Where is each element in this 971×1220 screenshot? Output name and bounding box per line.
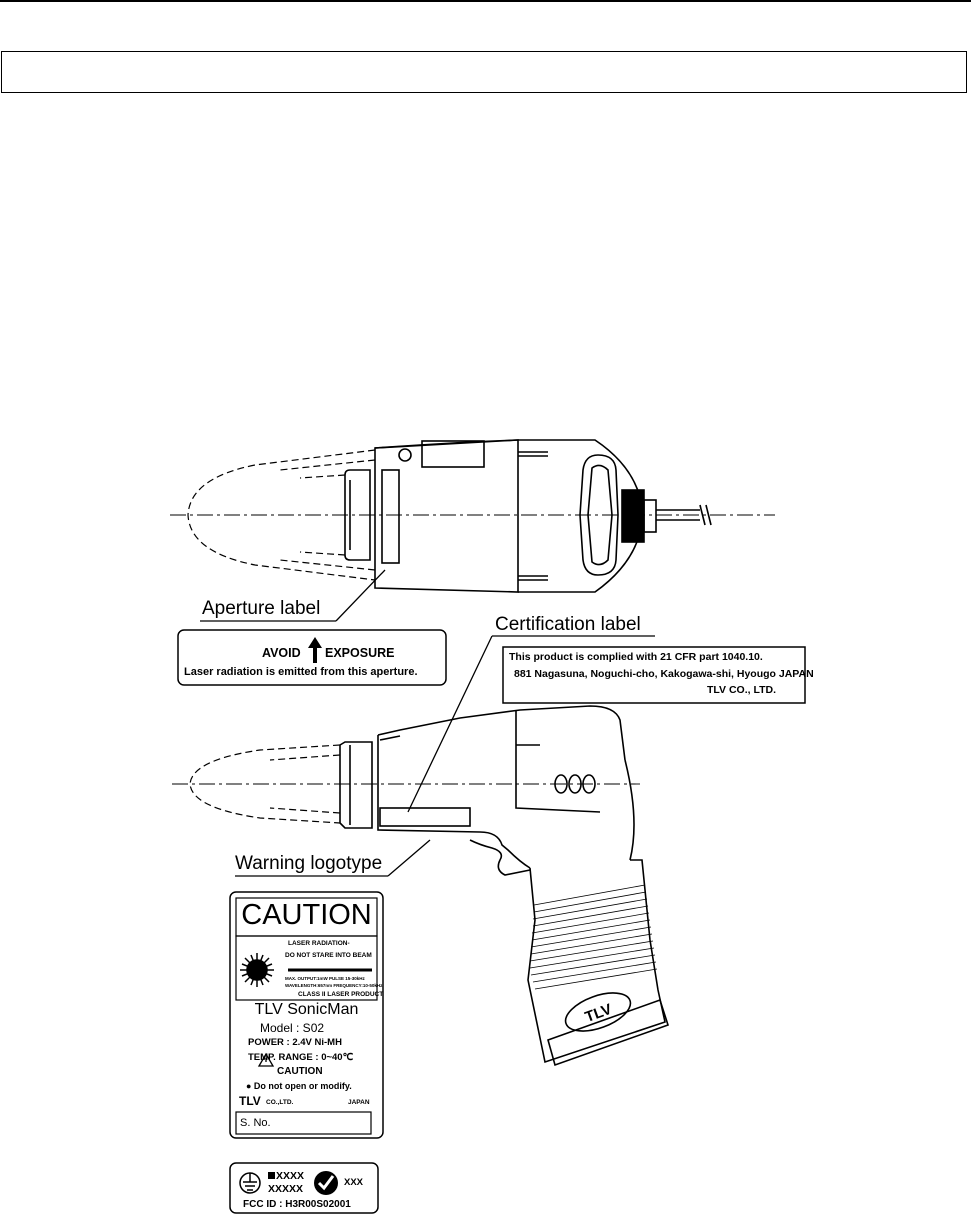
spec-line1: MAX. OUTPUT:1mW PULSE 15-30kHz (285, 976, 365, 981)
fcc-code3: XXX (344, 1177, 364, 1188)
fcc-code1: XXXX (276, 1170, 305, 1182)
spec-line2: WAVELENGTH:657nm FREQUENCY:10-50kHz (285, 983, 383, 988)
donot-line: ● Do not open or modify. (246, 1081, 352, 1091)
grip-logo-text: TLV (582, 1000, 615, 1027)
aperture-window (382, 470, 399, 563)
aperture-callout: Aperture label (202, 598, 321, 619)
lens-side (340, 742, 372, 828)
square-mark-icon (268, 1172, 275, 1179)
cert-line1: This product is complied with 21 CFR part 1040.10. (509, 651, 763, 663)
japan-line: JAPAN (348, 1099, 370, 1106)
grip-texture (530, 885, 657, 989)
caution2-line: CAUTION (277, 1066, 323, 1077)
power-line: POWER : 2.4V Ni-MH (248, 1037, 342, 1048)
warning-callout: Warning logotype (235, 853, 383, 874)
model-line: Model : S02 (260, 1021, 325, 1035)
fcc-code2: XXXXX (268, 1183, 304, 1195)
product-name: TLV SonicMan (254, 1001, 359, 1018)
exposure-text: EXPOSURE (325, 646, 395, 660)
caution-title: CAUTION (241, 899, 372, 931)
fcc-id: FCC ID : H3R00S02001 (243, 1199, 351, 1210)
avoid-text: AVOID (262, 646, 301, 660)
warning-panel (380, 808, 470, 826)
c-tick-icon (314, 1171, 338, 1195)
class-line: CLASS II LASER PRODUCT (298, 991, 384, 998)
body-side (378, 735, 530, 868)
certification-callout: Certification label (495, 614, 641, 635)
laser-line1: LASER RADIATION- (288, 940, 350, 947)
cert-line2: 881 Nagasuna, Noguchi-cho, Kakogawa-shi, Hyougo JAPAN (514, 668, 814, 680)
temp-line: TEMP. RANGE : 0~40℃ (248, 1052, 354, 1063)
laser-starburst-icon (240, 953, 274, 987)
serial-line: S. No. (240, 1117, 271, 1129)
brand-suffix: CO.,LTD. (266, 1099, 294, 1106)
laser-line2: DO NOT STARE INTO BEAM (285, 952, 372, 959)
body-top (375, 440, 518, 592)
aperture-line2: Laser radiation is emitted from this aperture. (184, 666, 418, 678)
cert-line3: TLV CO., LTD. (707, 684, 777, 696)
brand-line: TLV (239, 1094, 261, 1108)
